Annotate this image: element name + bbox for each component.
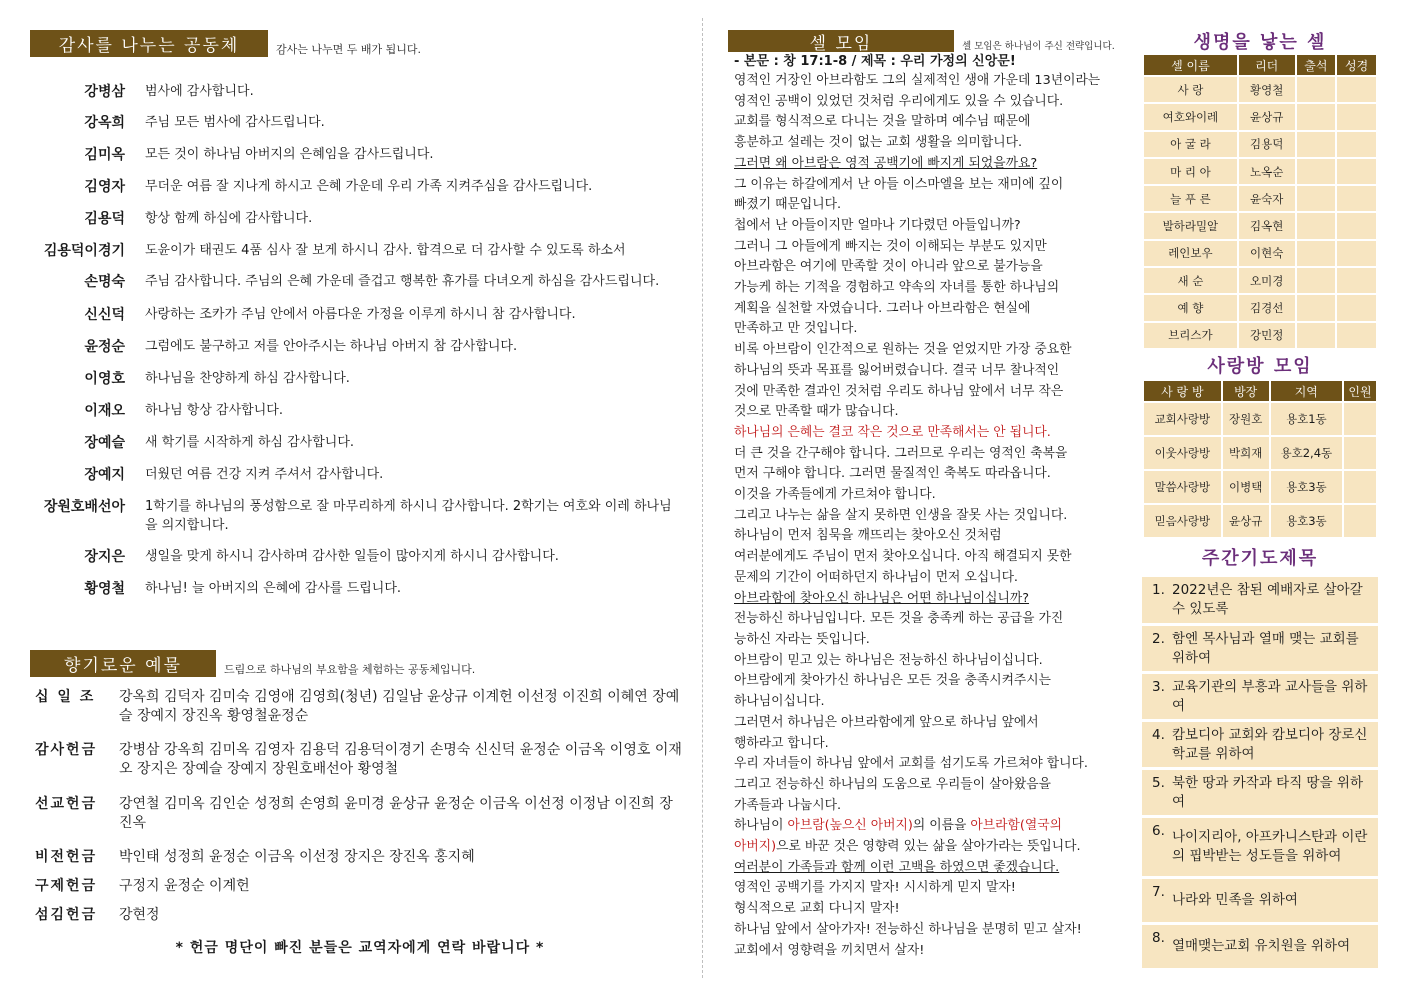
cell-meeting-subtitle: 셀 모임은 하나님이 주신 전략입니다. [962, 41, 1115, 52]
thanks-name: 장지은 [84, 549, 125, 565]
thanks-row [30, 401, 680, 421]
thanks-row [30, 369, 680, 389]
sermon-line: 문제의 기간이 어떠하던지 하나님이 먼저 오십니다. [734, 569, 1019, 585]
offering-names: 강옥희 김덕자 김미숙 김영애 김영희(청년) 김일남 윤상규 이계헌 이선정 이진희 이혜연 장예슬 장예지 장진옥 황영철윤정순 [119, 689, 680, 724]
offering-row [35, 688, 685, 726]
thanks-message: 도윤이가 태권도 4품 심사 잘 보게 하시니 감사. 합격으로 더 감사할 수 있도록 하소서 [145, 243, 626, 258]
thanks-name: 강병삼 [84, 84, 125, 100]
thanks-message: 그럼에도 불구하고 저를 안아주시는 하나님 아버지 참 감사합니다. [145, 339, 518, 354]
offering-list [35, 688, 685, 925]
column-header: 출석 [1297, 55, 1336, 75]
sermon-name-change-line [734, 816, 1136, 837]
prayer-item [1142, 577, 1378, 623]
prayer-number: 4. [1152, 727, 1165, 743]
life-cell-row [1144, 104, 1376, 129]
table-cell [1297, 241, 1336, 266]
thanks-row [30, 177, 680, 197]
sermon-line: 그리고 전능하신 하나님의 도움으로 우리들이 살아왔음을 [734, 776, 1052, 792]
sermon-question [734, 589, 1136, 610]
sermon-red-segment: 아브라함(열국의 [970, 818, 1062, 834]
table-cell: 김용덕 [1239, 132, 1295, 157]
offering-row [35, 906, 685, 925]
sermon-text-segment: 의 이름을 [912, 818, 971, 834]
sermon-line: 것으로 만족할 때가 많습니다. [734, 404, 899, 420]
offering-category: 섬김헌금 [35, 907, 98, 923]
thanks-row [30, 82, 680, 102]
table-cell [1337, 186, 1376, 211]
prayer-number: 5. [1152, 775, 1165, 791]
thanks-row [30, 241, 680, 261]
sermon-text [734, 53, 1136, 961]
thanks-message: 주님 감사합니다. 주님의 은혜 가운데 즐겁고 행복한 휴가를 다녀오게 하심을 감사드립니다. [145, 274, 660, 289]
table-cell [1337, 213, 1376, 238]
thanks-name: 장예지 [84, 467, 125, 483]
offering-subtitle: 드림으로 하나님의 부요함을 체험하는 공동체입니다. [224, 663, 476, 676]
offering-category: 비전헌금 [35, 849, 98, 865]
table-cell [1344, 403, 1376, 435]
sermon-line: 능하신 자라는 뜻입니다. [734, 631, 870, 647]
thanks-message: 1학기를 하나님의 풍성함으로 잘 마무리하게 하시니 감사합니다. 2학기는 여호와 이레 하나님을 의지합니다. [145, 499, 672, 533]
sermon-line: 만족하고 만 것입니다. [734, 321, 858, 337]
offering-category: 십 일 조 [35, 689, 96, 705]
table-cell [1297, 159, 1336, 184]
offering-names: 강현정 [119, 907, 160, 923]
column-header: 인원 [1344, 381, 1376, 401]
sermon-line: 교회에서 영향력을 끼치면서 살자! [734, 942, 925, 958]
sermon-line: 먼저 구해야 합니다. 그러면 물질적인 축복도 따라옵니다. [734, 466, 1051, 482]
table-cell: 용호1동 [1271, 403, 1342, 435]
thanks-section-header [30, 30, 421, 57]
prayer-text: 북한 땅과 카작과 타직 땅을 위하여 [1172, 774, 1363, 810]
sermon-line: 영적인 공백기를 가지지 말자! 시시하게 믿지 말자! [734, 880, 1016, 896]
table-cell: 아 굴 라 [1144, 132, 1237, 157]
love-room-row [1144, 437, 1376, 469]
prayer-number: 8. [1152, 930, 1165, 946]
thanks-message: 사랑하는 조카가 주님 안에서 아름다운 가정을 이루게 하시니 참 감사합니다. [145, 307, 576, 322]
table-cell: 이웃사랑방 [1144, 437, 1221, 469]
thanks-message: 무더운 여름 잘 지나게 하시고 은혜 가운데 우리 가족 지켜주심을 감사드립니다. [145, 179, 593, 194]
prayer-number: 1. [1152, 582, 1165, 598]
love-room-title: 사랑방 모임 [1207, 356, 1313, 377]
sermon-line: 하나님이 먼저 침묵을 깨뜨리는 찾아오신 것처럼 [734, 528, 1002, 544]
prayer-number: 7. [1152, 884, 1165, 900]
sermon-line: 영적인 공백이 있었던 것처럼 우리에게도 있을 수 있습니다. [734, 93, 1064, 109]
thanks-name: 김용덕이경기 [43, 243, 125, 259]
prayer-title: 주간기도제목 [1201, 548, 1319, 569]
sermon-question-text: 그러면 왜 아브람은 영적 공백기에 빠지게 되었을까요? [734, 155, 1038, 171]
thanks-message: 모든 것이 하나님 아버지의 은혜임을 감사드립니다. [145, 147, 434, 162]
life-cell-row [1144, 241, 1376, 266]
table-cell: 늘 푸 른 [1144, 186, 1237, 211]
table-cell: 노옥순 [1239, 159, 1295, 184]
thanks-name: 윤정순 [84, 339, 125, 355]
table-cell [1344, 471, 1376, 503]
sermon-highlight: 하나님의 은혜는 결코 작은 것으로 만족해서는 안 됩니다. [734, 424, 1051, 440]
prayer-item [1142, 722, 1378, 767]
sermon-line: 그러면서 하나님은 아브라함에게 앞으로 하나님 앞에서 [734, 714, 1039, 730]
love-room-row [1144, 505, 1376, 537]
sermon-line: 우리 자녀들이 하나님 앞에서 교회를 섬기도록 가르쳐야 합니다. [734, 756, 1088, 772]
thanks-message: 생일을 맞게 하시니 감사하며 감사한 일들이 많아지게 하시니 감사합니다. [145, 549, 559, 564]
sermon-line: 그 이유는 하갈에게서 난 아들 이스마엘을 보는 재미에 깊이 [734, 176, 1064, 192]
life-cell-row [1144, 295, 1376, 320]
thanks-message: 하나님을 찬양하게 하심 감사합니다. [145, 371, 350, 386]
table-cell: 윤상규 [1223, 505, 1269, 537]
life-cell-header-row [1144, 55, 1376, 75]
thanks-message: 하나님! 늘 아버지의 은혜에 감사를 드립니다. [145, 581, 402, 596]
life-cell-table [1142, 53, 1378, 350]
prayer-number: 3. [1152, 679, 1165, 695]
thanks-row [30, 547, 680, 567]
thanks-message: 항상 함께 하심에 감사합니다. [145, 211, 313, 226]
table-cell: 예 향 [1144, 295, 1237, 320]
thanks-row [30, 113, 680, 133]
sermon-line: 하나님 앞에서 살아가자! 전능하신 하나님을 분명히 믿고 살자! [734, 921, 1082, 937]
prayer-item [1142, 818, 1378, 876]
thanks-name: 강옥희 [84, 115, 125, 131]
table-cell: 믿음사랑방 [1144, 505, 1221, 537]
table-cell: 사 랑 [1144, 77, 1237, 102]
offering-row [35, 848, 685, 867]
life-cell-row [1144, 132, 1376, 157]
column-header: 지역 [1271, 381, 1342, 401]
table-cell: 새 순 [1144, 268, 1237, 293]
table-cell: 윤상규 [1239, 104, 1295, 129]
sermon-line: 아브람에게 찾아가신 하나님은 모든 것을 충족시켜주시는 [734, 673, 1052, 689]
table-cell [1337, 159, 1376, 184]
sermon-line: 가능케 하는 기적을 경험하고 약속의 자녀를 통한 하나님의 [734, 280, 1060, 296]
cell-meeting-title: 셀 모임 [728, 30, 954, 52]
life-cell-row [1144, 213, 1376, 238]
table-cell [1344, 437, 1376, 469]
sermon-line: 영적인 거장인 아브라함도 그의 실제적인 생애 가운데 13년이라는 [734, 73, 1101, 88]
prayer-number: 6. [1152, 823, 1165, 839]
table-cell: 박희재 [1223, 437, 1269, 469]
sermon-text-segment: 으로 바꾼 것은 영향력 있는 삶을 살아가라는 뜻입니다. [776, 839, 1081, 855]
sermon-line: 여러분에게도 주님이 먼저 찾아오십니다. 아직 해결되지 못한 [734, 549, 1072, 565]
life-cell-row [1144, 323, 1376, 348]
table-cell [1297, 104, 1336, 129]
prayer-text: 함엔 목사님과 열매 맺는 교회를 위하여 [1172, 630, 1359, 666]
sermon-line: 하나님이십니다. [734, 694, 825, 710]
prayer-text: 교육기관의 부흥과 교사들을 위하여 [1172, 678, 1368, 714]
prayer-text: 캄보디아 교회와 캄보디아 장로신학교를 위하여 [1172, 726, 1368, 762]
prayer-text: 나라와 민족을 위하여 [1172, 892, 1298, 908]
prayer-number: 2. [1152, 631, 1165, 647]
thanks-name: 김용덕 [84, 211, 125, 227]
offering-note: * 헌금 명단이 빠진 분들은 교역자에게 연락 바랍니다 * [175, 940, 545, 956]
love-room-header-row [1144, 381, 1376, 401]
table-cell [1344, 505, 1376, 537]
sermon-text-segment: 하나님이 [734, 818, 788, 834]
thanks-row [30, 209, 680, 229]
love-room-table [1142, 379, 1378, 539]
table-cell: 강민정 [1239, 323, 1295, 348]
sermon-line: 형식적으로 교회 다니지 말자! [734, 901, 900, 917]
thanks-message: 범사에 감사합니다. [145, 84, 254, 99]
table-cell [1297, 132, 1336, 157]
sermon-line: 이것을 가족들에게 가르쳐야 합니다. [734, 487, 936, 503]
thanks-name: 이재오 [84, 403, 125, 419]
thanks-name: 김미옥 [84, 147, 125, 163]
table-cell: 황영철 [1239, 77, 1295, 102]
prayer-text: 2022년은 참된 예배자로 살아갈 수 있도록 [1172, 582, 1363, 617]
thanks-subtitle: 감사는 나누면 두 배가 됩니다. [276, 43, 421, 56]
sermon-line: 계획을 실천할 자였습니다. 그러나 아브라함은 현실에 [734, 300, 1031, 316]
sermon-line: 하나님의 뜻과 목표를 잃어버렸습니다. 결국 너무 찰나적인 [734, 362, 1060, 378]
thanks-name: 장예슬 [84, 435, 125, 451]
table-cell: 교회사랑방 [1144, 403, 1221, 435]
thanks-name: 황영철 [84, 581, 125, 597]
sermon-line: 더 큰 것을 간구해야 합니다. 그러므로 우리는 영적인 축복을 [734, 445, 1068, 461]
thanks-name: 이영호 [84, 371, 125, 387]
love-room-row [1144, 471, 1376, 503]
thanks-message: 새 학기를 시작하게 하심 감사합니다. [145, 435, 355, 450]
offering-names: 구정지 윤정순 이계헌 [119, 878, 250, 894]
table-cell: 용호3동 [1271, 471, 1342, 503]
column-header: 성경 [1337, 55, 1376, 75]
offering-category: 선교헌금 [35, 796, 98, 812]
thanks-message: 주님 모든 범사에 감사드립니다. [145, 115, 325, 130]
thanks-row [30, 465, 680, 485]
offering-row [35, 741, 685, 779]
table-cell [1337, 104, 1376, 129]
table-cell: 오미경 [1239, 268, 1295, 293]
sermon-question [734, 154, 1136, 175]
table-cell: 용호3동 [1271, 505, 1342, 537]
prayer-item [1142, 626, 1378, 671]
thanks-name: 장원호배선아 [43, 499, 125, 515]
table-cell [1297, 213, 1336, 238]
table-cell [1297, 186, 1336, 211]
thanks-row [30, 145, 680, 165]
thanks-message: 더웠던 여름 건강 지켜 주셔서 감사합니다. [145, 467, 384, 482]
sermon-title: - 본문 : 창 17:1-8 / 제목 : 우리 가정의 신앙문! [734, 54, 1016, 69]
column-header: 사 랑 방 [1144, 381, 1221, 401]
table-cell [1337, 241, 1376, 266]
sermon-name-change-line [734, 837, 1136, 858]
sermon-line: 행하라고 합니다. [734, 735, 829, 751]
sermon-line: 아브람이 믿고 있는 하나님은 전능하신 하나님이십니다. [734, 652, 1043, 668]
life-cell-row [1144, 77, 1376, 102]
table-cell [1337, 77, 1376, 102]
table-cell: 김옥현 [1239, 213, 1295, 238]
sermon-line: 교회를 형식적으로 다니는 것을 말하며 예수님 때문에 [734, 114, 1031, 130]
sermon-line: 흥분하고 설레는 것이 없는 교회 생활을 의미합니다. [734, 135, 1023, 151]
table-cell: 용호2,4동 [1271, 437, 1342, 469]
table-cell [1337, 268, 1376, 293]
sermon-red-segment: 아브람(높으신 아버지) [787, 818, 913, 834]
table-cell: 브리스가 [1144, 323, 1237, 348]
prayer-list [1142, 577, 1378, 971]
prayer-item [1142, 770, 1378, 815]
thanks-row [30, 579, 680, 599]
thanks-list [30, 82, 680, 599]
table-cell [1337, 132, 1376, 157]
sermon-line: 비록 아브람이 인간적으로 원하는 것을 얻었지만 가장 중요한 [734, 342, 1072, 358]
table-cell [1297, 323, 1336, 348]
sermon-line: 그리고 나누는 삶을 살지 못하면 인생을 잘못 사는 것입니다. [734, 507, 1068, 523]
life-cell-title: 생명을 낳는 셀 [1193, 32, 1327, 53]
thanks-row [30, 337, 680, 357]
sermon-line: 전능하신 하나님입니다. 모든 것을 충족케 하는 공급을 가진 [734, 611, 1064, 627]
offering-row [35, 877, 685, 896]
sermon-line: 빠졌기 때문입니다. [734, 197, 842, 213]
life-cell-row [1144, 159, 1376, 184]
offering-names: 강연철 김미옥 김인순 성정희 손영희 윤미경 윤상규 윤정순 이금옥 이선정 이정남 이진희 장진옥 [119, 796, 673, 831]
prayer-item [1142, 674, 1378, 719]
sermon-underlined-line [734, 858, 1136, 879]
thanks-name: 김영자 [84, 179, 125, 195]
table-cell: 김경선 [1239, 295, 1295, 320]
table-cell: 장원호 [1223, 403, 1269, 435]
offering-names: 강병삼 강옥희 김미옥 김영자 김용덕 김용덕이경기 손명숙 신신덕 윤정순 이금옥 이영호 이재오 장지은 장예슬 장예지 장원호배선아 황영철 [119, 742, 682, 777]
life-cell-row [1144, 268, 1376, 293]
table-cell: 발하라밀알 [1144, 213, 1237, 238]
table-cell [1337, 295, 1376, 320]
prayer-item [1142, 925, 1378, 968]
sermon-line: 첩에서 난 아들이지만 얼마나 기다렸던 아들입니까? [734, 217, 1021, 233]
table-cell: 이병택 [1223, 471, 1269, 503]
offering-names: 박인태 성정희 윤정순 이금옥 이선정 장지은 장진옥 홍지혜 [119, 849, 475, 865]
table-cell: 마 리 아 [1144, 159, 1237, 184]
offering-title: 향기로운 예물 [30, 650, 216, 677]
table-cell [1297, 295, 1336, 320]
thanks-row [30, 305, 680, 325]
sermon-underlined-text: 여러분이 가족들과 함께 이런 고백을 하였으면 좋겠습니다. [734, 859, 1060, 875]
thanks-name: 신신덕 [84, 307, 125, 323]
table-cell: 여호와이레 [1144, 104, 1237, 129]
sermon-line: 그러니 그 아들에게 빠지는 것이 이해되는 부분도 있지만 [734, 238, 1047, 254]
table-cell [1297, 268, 1336, 293]
prayer-item [1142, 879, 1378, 922]
table-cell: 이현숙 [1239, 241, 1295, 266]
table-cell: 레인보우 [1144, 241, 1237, 266]
column-header: 방장 [1223, 381, 1269, 401]
table-cell [1337, 323, 1376, 348]
thanks-name: 손명숙 [84, 274, 125, 290]
sermon-red-segment: 아버지) [734, 839, 777, 855]
offering-row [35, 795, 685, 833]
offering-category: 구제헌금 [35, 878, 98, 894]
thanks-row [30, 272, 680, 292]
life-cell-row [1144, 186, 1376, 211]
offering-section-header [30, 650, 475, 677]
offering-category: 감사헌금 [35, 742, 98, 758]
column-header: 셀 이름 [1144, 55, 1237, 75]
prayer-text: 열매맺는교회 유치원을 위하여 [1172, 938, 1351, 954]
sermon-line: 것에 만족한 결과인 것처럼 우리도 하나님 앞에서 너무 작은 [734, 383, 1064, 399]
thanks-message: 하나님 항상 감사합니다. [145, 403, 283, 418]
sermon-question-text: 아브라함에 찾아오신 하나님은 어떤 하나님이십니까? [734, 590, 1030, 606]
prayer-text: 나이지리아, 아프카니스탄과 이란의 핍박받는 성도들을 위하여 [1172, 829, 1368, 864]
sermon-line: 아브라함은 여기에 만족할 것이 아니라 앞으로 불가능을 [734, 259, 1043, 275]
cell-meeting-header [728, 30, 1115, 52]
thanks-row [30, 497, 680, 535]
table-cell: 윤숙자 [1239, 186, 1295, 211]
sermon-line: 가족들과 나눕시다. [734, 797, 842, 813]
table-cell [1297, 77, 1336, 102]
column-header: 리더 [1239, 55, 1295, 75]
page-fold-divider [702, 18, 703, 978]
thanks-title: 감사를 나누는 공동체 [30, 30, 268, 57]
thanks-row [30, 433, 680, 453]
love-room-row [1144, 403, 1376, 435]
table-cell: 말씀사랑방 [1144, 471, 1221, 503]
